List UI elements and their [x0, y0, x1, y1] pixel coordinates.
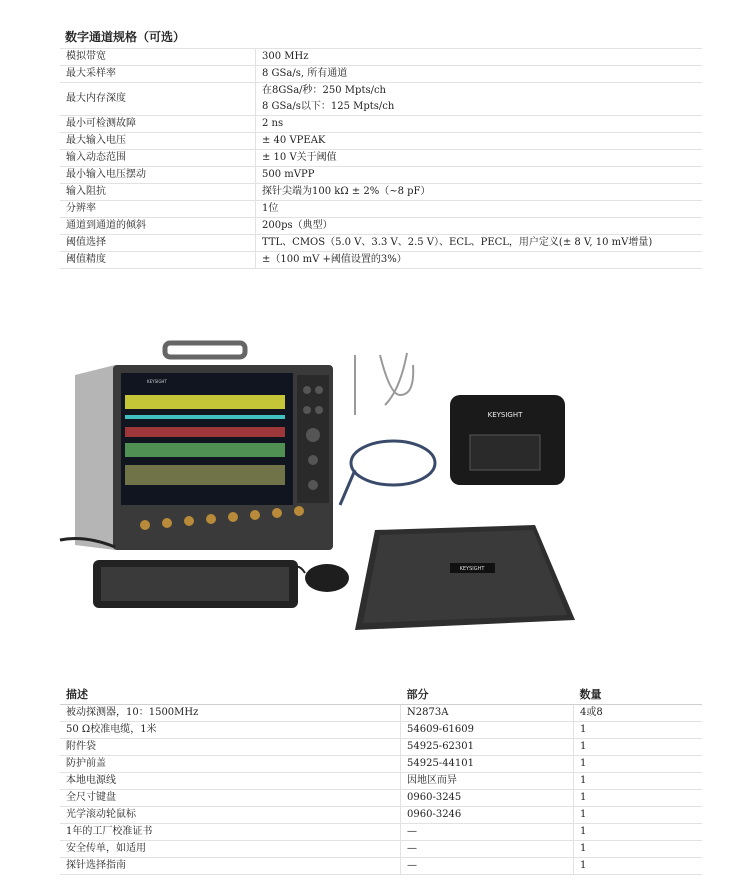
spec-value-line: 1位	[262, 203, 279, 214]
accessory-description: 探针选择指南	[60, 858, 401, 875]
spec-value-line: 在8GSa/秒：250 Mpts/ch	[262, 85, 386, 96]
accessory-quantity: 1	[574, 807, 703, 824]
spec-row	[60, 116, 702, 133]
header-quantity: 数量	[574, 684, 703, 705]
spec-value-line: 500 mVPP	[262, 169, 315, 180]
spec-value	[256, 133, 703, 150]
accessory-row	[60, 824, 702, 841]
accessory-quantity: 1	[574, 756, 703, 773]
accessory-description: 防护前盖	[60, 756, 401, 773]
spec-label: 最大采样率	[60, 66, 256, 83]
bag-brand-text: KEYSIGHT	[487, 411, 523, 419]
header-part: 部分	[401, 684, 574, 705]
accessory-row	[60, 756, 702, 773]
accessory-quantity: 1	[574, 841, 703, 858]
spec-value-line: 探针尖端为100 kΩ ± 2%（~8 pF）	[262, 186, 431, 197]
spec-value-line: 8 GSa/s, 所有通道	[262, 68, 348, 79]
mouse	[305, 564, 349, 592]
spec-label: 阈值选择	[60, 235, 256, 252]
accessory-part-number: —	[401, 841, 574, 858]
spec-row	[60, 167, 702, 184]
spec-value-line: 300 MHz	[262, 51, 309, 62]
accessory-quantity: 1	[574, 824, 703, 841]
spec-label: 输入阻抗	[60, 184, 256, 201]
header-description: 描述	[60, 684, 401, 705]
spec-label: 最大内存深度	[60, 83, 256, 116]
spec-label: 阈值精度	[60, 252, 256, 269]
spec-label: 最小输入电压摆动	[60, 167, 256, 184]
spec-value	[256, 83, 703, 116]
accessory-quantity: 1	[574, 773, 703, 790]
accessory-description: 安全传单，如适用	[60, 841, 401, 858]
spec-row	[60, 252, 702, 269]
accessory-description: 被动探测器，10：1500MHz	[60, 705, 401, 722]
spec-value-line: TTL、CMOS（5.0 V、3.3 V、2.5 V）、ECL、PECL，用户定义(± 8 V, 10 mV增量)	[262, 237, 653, 248]
accessory-part-number: 因地区而异	[401, 773, 574, 790]
accessory-quantity: 1	[574, 858, 703, 875]
spec-value	[256, 116, 703, 133]
accessory-description: 附件袋	[60, 739, 401, 756]
spec-value-line: ± 40 VPEAK	[262, 135, 326, 146]
spec-value-line: 200ps（典型）	[262, 220, 333, 231]
accessory-quantity: 4或8	[574, 705, 703, 722]
accessory-part-number: 0960-3245	[401, 790, 574, 807]
spec-row	[60, 235, 702, 252]
spec-label: 最小可检测故障	[60, 116, 256, 133]
spec-label: 通道到通道的倾斜	[60, 218, 256, 235]
scope-brand-text: KEYSIGHT	[147, 379, 167, 384]
accessory-description: 本地电源线	[60, 773, 401, 790]
accessory-part-number: 54925-44101	[401, 756, 574, 773]
accessory-part-number: 0960-3246	[401, 807, 574, 824]
spec-row	[60, 133, 702, 150]
accessory-part-number: 54925-62301	[401, 739, 574, 756]
accessory-part-number: 54609-61609	[401, 722, 574, 739]
accessory-part-number: —	[401, 824, 574, 841]
accessory-bag	[450, 395, 565, 485]
accessory-description: 50 Ω校准电缆，1米	[60, 722, 401, 739]
accessories-header-row	[60, 684, 702, 705]
accessory-description: 光学滚动轮鼠标	[60, 807, 401, 824]
spec-value-line: 8 GSa/s以下：125 Mpts/ch	[262, 101, 395, 112]
oscilloscope	[75, 343, 333, 550]
keyboard	[93, 560, 298, 608]
spec-label: 输入动态范围	[60, 150, 256, 167]
spec-value	[256, 49, 703, 66]
spec-value	[256, 167, 703, 184]
accessory-row	[60, 841, 702, 858]
spec-value	[256, 218, 703, 235]
spec-row	[60, 150, 702, 167]
spec-value	[256, 150, 703, 167]
spec-label: 最大输入电压	[60, 133, 256, 150]
spec-label: 模拟带宽	[60, 49, 256, 66]
spec-row	[60, 49, 702, 66]
accessory-quantity: 1	[574, 790, 703, 807]
probes	[355, 353, 413, 415]
spec-row	[60, 184, 702, 201]
accessory-row	[60, 739, 702, 756]
spec-value	[256, 252, 703, 269]
calibration-cable	[340, 441, 435, 505]
accessory-quantity: 1	[574, 722, 703, 739]
accessory-row	[60, 773, 702, 790]
accessory-row	[60, 807, 702, 824]
spec-value-line: ±（100 mV +阈值设置的3%）	[262, 254, 407, 265]
spec-value-line: ± 10 V关于阈值	[262, 152, 337, 163]
product-photo	[55, 335, 585, 635]
accessory-row	[60, 705, 702, 722]
accessory-part-number: N2873A	[401, 705, 574, 722]
front-cover	[355, 525, 575, 630]
spec-value	[256, 66, 703, 83]
accessory-part-number: —	[401, 858, 574, 875]
accessories-table	[60, 684, 702, 875]
spec-value	[256, 184, 703, 201]
accessory-row	[60, 858, 702, 875]
accessory-description: 1年的工厂校准证书	[60, 824, 401, 841]
accessory-row	[60, 722, 702, 739]
spec-value	[256, 201, 703, 218]
section-title: 数字通道规格（可选）	[65, 30, 186, 44]
accessory-description: 全尺寸键盘	[60, 790, 401, 807]
spec-value	[256, 235, 703, 252]
accessory-quantity: 1	[574, 739, 703, 756]
cover-brand-text: KEYSIGHT	[459, 566, 485, 572]
accessory-row	[60, 790, 702, 807]
spec-row	[60, 66, 702, 83]
spec-label: 分辨率	[60, 201, 256, 218]
spec-row	[60, 218, 702, 235]
digital-spec-table	[60, 48, 702, 269]
spec-row	[60, 83, 702, 116]
spec-row	[60, 201, 702, 218]
spec-value-line: 2 ns	[262, 118, 284, 129]
